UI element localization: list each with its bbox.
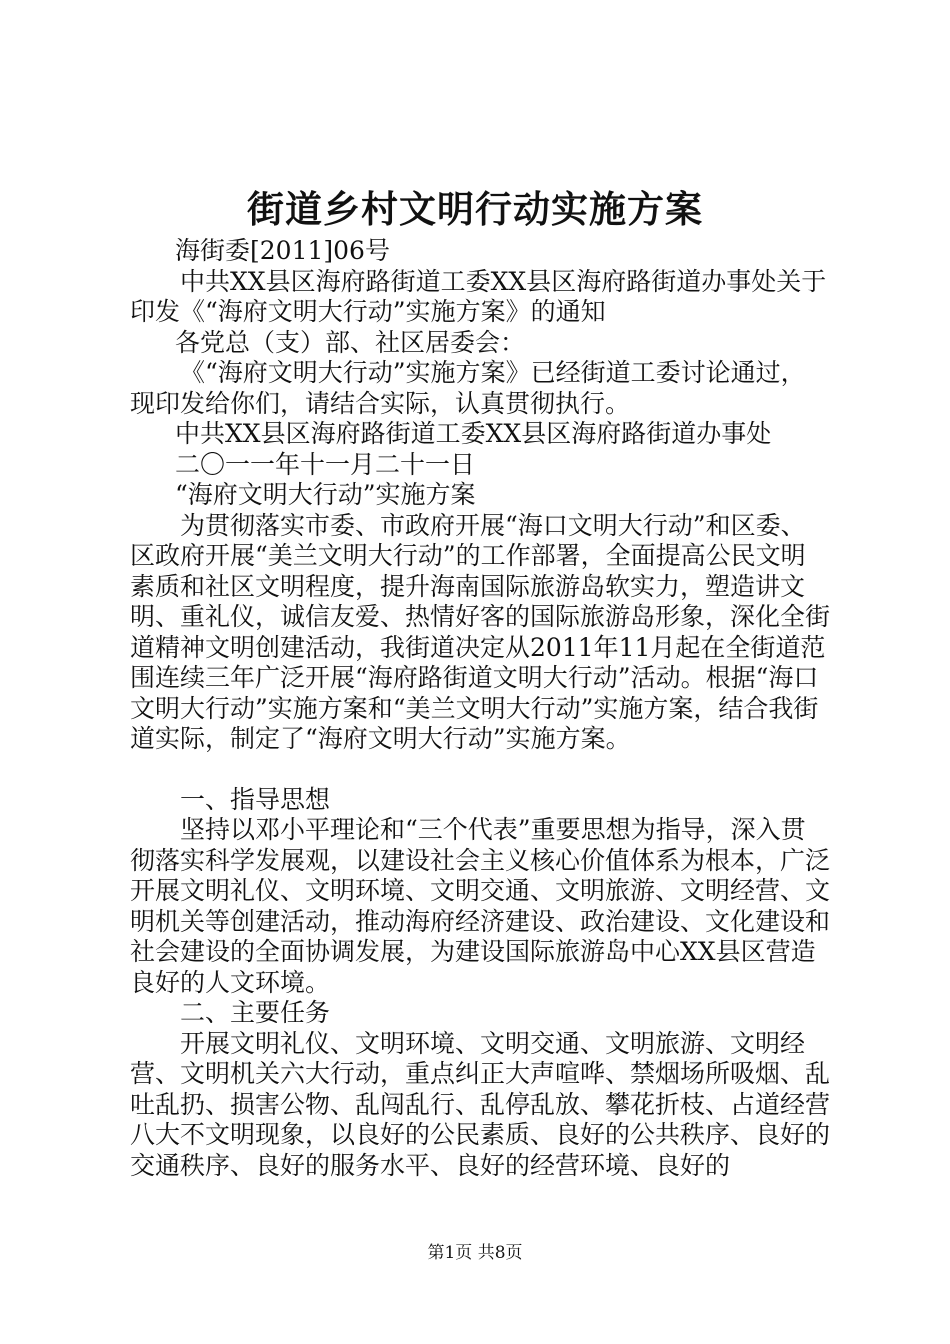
- section-heading-1: 一、指导思想: [180, 784, 331, 814]
- intro-paragraph: 《“海府文明大行动”实施方案》已经街道工委讨论通过，现印发给你们，请结合实际，认真贯彻执行。: [130, 358, 806, 418]
- plan-title: “海府文明大行动”实施方案: [175, 480, 476, 509]
- section-heading-2: 二、主要任务: [180, 998, 331, 1027]
- section-body-1: 坚持以邓小平理论和“三个代表”重要思想为指导，深入贯彻落实科学发展观，以建设社会主义核心价值体系为根本，广泛开展文明礼仪、文明环境、文明交通、文明旅游、文明经营、文明机关等创建活动，推动海府经济建设、政治建设、文化建设和社会建设的全面协调发展，为建设国际旅游岛中心XX县区营造良好的人文环境。: [130, 815, 831, 997]
- document-title: 街道乡村文明行动实施方案: [247, 187, 703, 231]
- doc-number: 海街委[2011]06号: [175, 236, 390, 265]
- page-footer: 第1页 共8页: [427, 1243, 523, 1263]
- issuer: 中共XX县区海府路街道工委XX县区海府路街道办事处: [175, 419, 772, 448]
- issue-date: 二〇一一年十一月二十一日: [175, 449, 476, 479]
- document-body: [130, 236, 830, 1181]
- paragraph-gap: [130, 755, 830, 785]
- notice-title: 中共XX县区海府路街道工委XX县区海府路街道办事处关于印发《“海府文明大行动”实施方案》的通知: [130, 266, 827, 326]
- recipients: 各党总（支）部、社区居委会：: [175, 327, 526, 357]
- section-body-2: 开展文明礼仪、文明环境、文明交通、文明旅游、文明经营、文明机关六大行动，重点纠正大声喧哗、禁烟场所吸烟、乱吐乱扔、损害公物、乱闯乱行、乱停乱放、攀花折枝、占道经营八大不文明现象，以良好的公民素质、良好的公共秩序、良好的交通秩序、良好的服务水平、良好的经营环境、良好的: [130, 1028, 831, 1180]
- preamble-paragraph: 为贯彻落实市委、市政府开展“海口文明大行动”和区委、区政府开展“美兰文明大行动”的工作部署，全面提高公民文明素质和社区文明程度，提升海南国际旅游岛软实力，塑造讲文明、重礼仪，诚信友爱、热情好客的国际旅游岛形象，深化全街道精神文明创建活动，我街道决定从2011年11月起在全街道范围连续三年广泛开展“海府路街道文明大行动”活动。根据“海口文明大行动”实施方案和“美兰文明大行动”实施方案，结合我街道实际，制定了“海府文明大行动”实施方案。: [130, 510, 831, 753]
